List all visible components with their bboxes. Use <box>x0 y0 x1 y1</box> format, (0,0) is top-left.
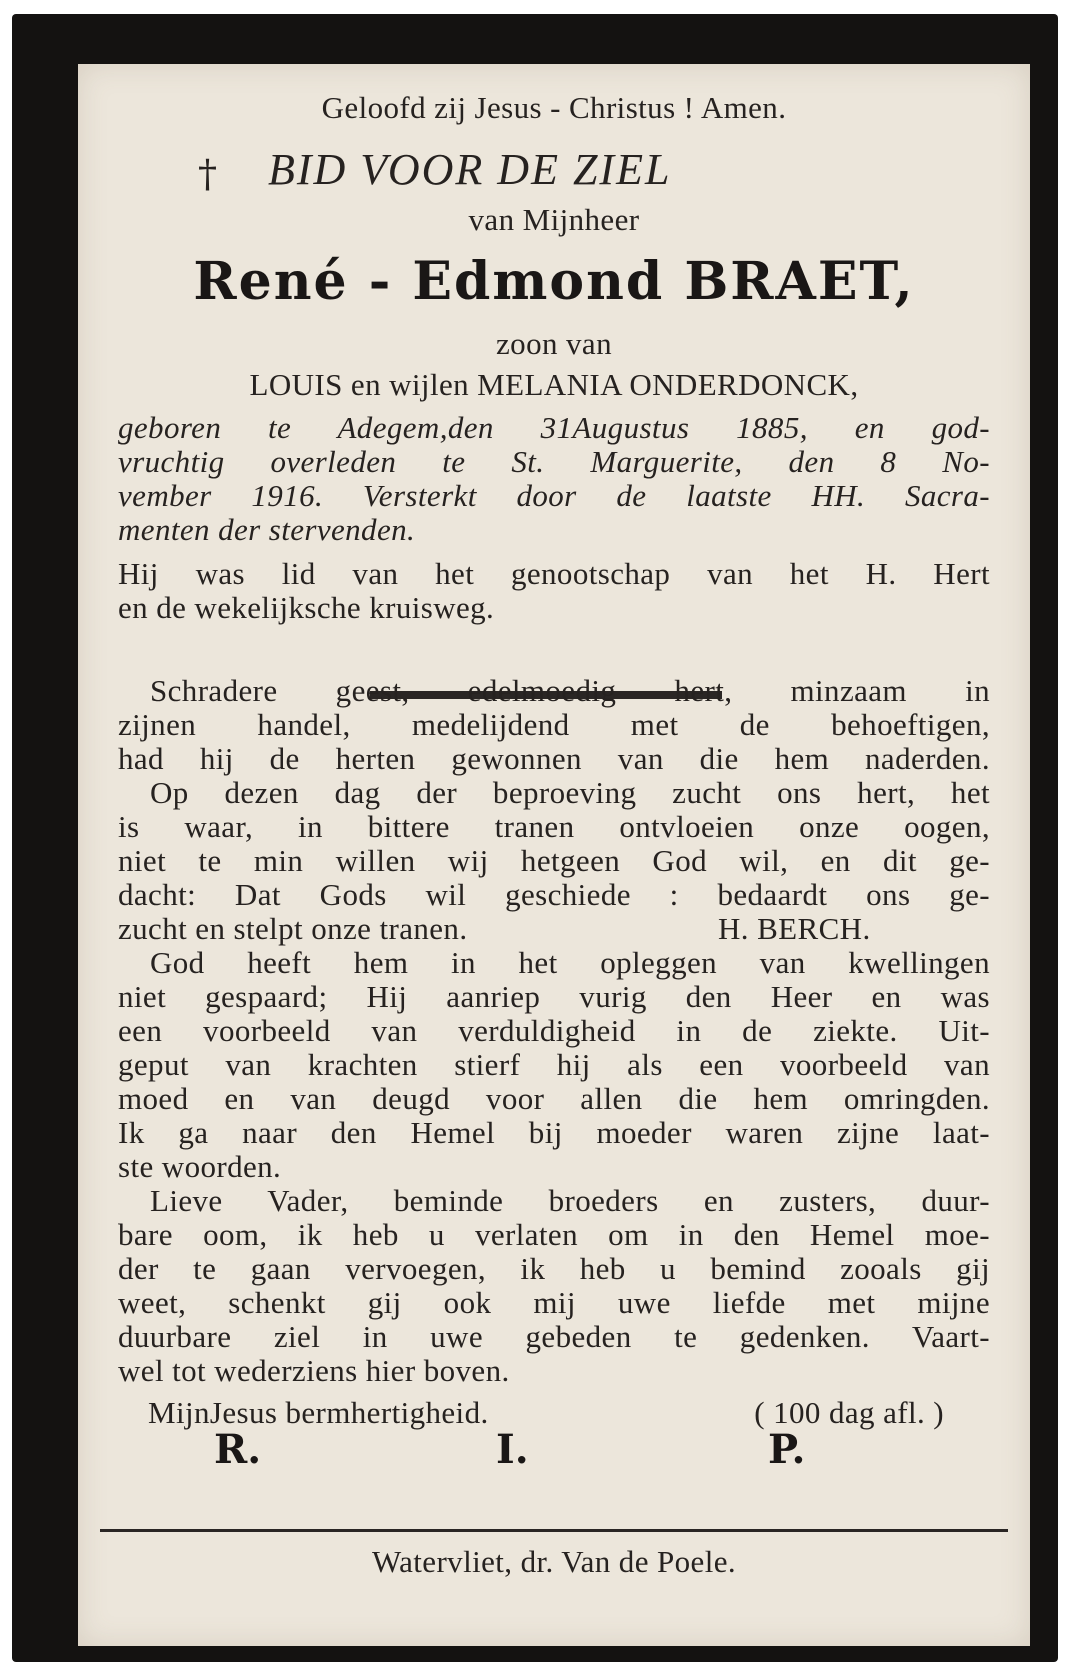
body-line: dacht: Dat Gods wil geschiede : bedaardt ons ge- <box>118 877 990 912</box>
body-line: niet gespaard; Hij aanriep vurig den Heer en was <box>118 979 990 1014</box>
rip-letter-i: I. <box>496 1426 529 1473</box>
body-line: Ik ga naar den Hemel bij moeder waren zijne laat- <box>118 1115 990 1150</box>
printer-text: Watervliet, dr. Van de Poele. <box>371 1544 737 1579</box>
body-line: zucht en stelpt onze tranen. <box>118 911 468 946</box>
body-line: wel tot wederziens hier boven. <box>118 1353 510 1388</box>
deceased-name: René - Edmond BRAET, <box>193 251 915 312</box>
body-line: weet, schenkt gij ook mij uwe liefde met mijne <box>118 1285 990 1320</box>
birth-line: vruchtig overleden te St. Marguerite, den 8 No- <box>118 444 990 479</box>
body-line: een voorbeeld van verduldigheid in de ziekte. Uit- <box>118 1013 990 1048</box>
rip-letter-r: R. <box>214 1426 262 1473</box>
van-mijnheer: van Mijnheer <box>468 202 640 237</box>
prayer-heading: BID VOOR DE ZIEL <box>268 145 672 194</box>
body-line: had hij de herten gewonnen van die hem naderden. <box>118 741 990 776</box>
memorial-card-border <box>12 14 1058 1662</box>
header-text: Geloofd zij Jesus - Christus ! Amen. <box>321 90 787 125</box>
body-line: der te gaan vervoegen, ik heb u bemind zooals gij <box>118 1251 990 1286</box>
birth-line: vember 1916. Versterkt door de laatste HH. Sacra- <box>118 478 990 513</box>
cross-icon: † <box>198 152 217 196</box>
body-line: duurbare ziel in uwe gebeden te gedenken. Vaart- <box>118 1319 990 1354</box>
member-line: en de wekelijksche kruisweg. <box>118 590 495 625</box>
body-line: moed en van deugd voor allen die hem omringden. <box>118 1081 990 1116</box>
body-line: Op dezen dag der beproeving zucht ons hert, het <box>150 775 990 810</box>
parents: LOUIS en wijlen MELANIA ONDERDONCK, <box>249 367 859 402</box>
body-line: is waar, in bittere tranen ontvloeien onze oogen, <box>118 809 990 844</box>
zoon-van: zoon van <box>496 326 612 361</box>
body-line: niet te min willen wij hetgeen God wil, en dit ge- <box>118 843 990 878</box>
birth-line: menten der stervenden. <box>118 512 416 547</box>
rip-letter-p: P. <box>768 1426 806 1473</box>
closing-prayer: MijnJesus bermhertigheid. <box>148 1395 489 1430</box>
body-line: zijnen handel, medelijdend met de behoeftigen, <box>118 707 990 742</box>
body-line: Schradere geest, edelmoedig hert, minzaam in <box>150 673 990 708</box>
birth-line: geboren te Adegem,den 31Augustus 1885, en god- <box>118 410 990 445</box>
body-line: ste woorden. <box>118 1149 282 1184</box>
footer-rule <box>100 1529 1008 1532</box>
indulgence: ( 100 dag afl. ) <box>754 1395 944 1430</box>
body-line: bare oom, ik heb u verlaten om in den Hemel moe- <box>118 1217 990 1252</box>
quote-author: H. BERCH. <box>718 911 871 946</box>
memorial-card-paper <box>78 64 1030 1646</box>
body-line: geput van krachten stierf hij als een voorbeeld van <box>118 1047 990 1082</box>
body-line: Lieve Vader, beminde broeders en zusters, duur- <box>150 1183 990 1218</box>
body-line: God heeft hem in het opleggen van kwellingen <box>150 945 990 980</box>
member-line: Hij was lid van het genootschap van het H. Hert <box>118 556 990 591</box>
